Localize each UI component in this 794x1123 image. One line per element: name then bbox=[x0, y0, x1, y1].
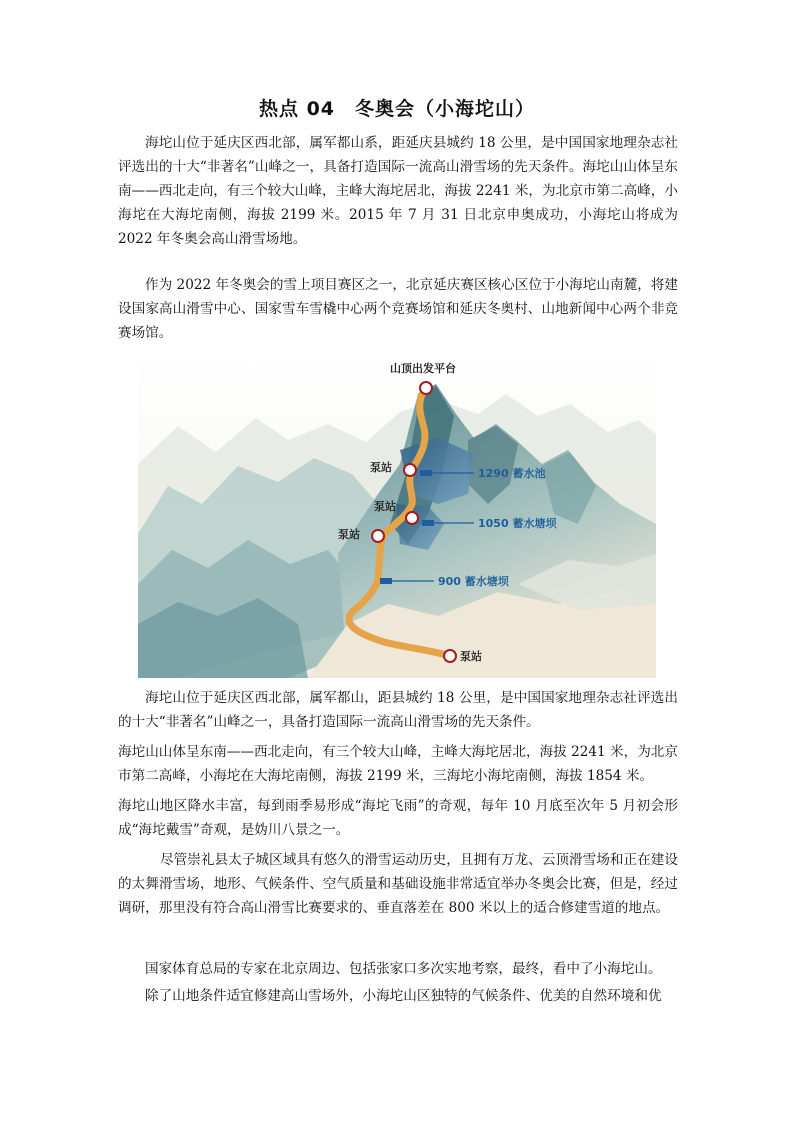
pump-label-4: 泵站 bbox=[460, 650, 482, 663]
paragraph-peaks: 海坨山山体呈东南——西北走向，有三个较大山峰，主峰大海坨居北，海拔 2241 米，为北京市第二高峰，小海坨在大海坨南侧，海拔 2199 米，三海坨小海坨南侧，海拔 1854 米。 bbox=[118, 744, 678, 784]
mountain-map bbox=[138, 354, 656, 678]
dam-1050-marker bbox=[422, 520, 434, 526]
pump-label-2: 泵站 bbox=[374, 500, 396, 513]
pump-marker-4 bbox=[444, 650, 456, 662]
pump-marker-2 bbox=[406, 512, 418, 524]
dam-900-label: 900 蓄水塘坝 bbox=[438, 575, 509, 588]
paragraph-venues: 作为 2022 年冬奥会的雪上项目赛区之一，北京延庆赛区核心区位于小海坨山南麓，将建设国家高山滑雪中心、国家雪车雪橇中心两个竞赛场馆和延庆冬奥村、山地新闻中心两个非竞赛场馆。 bbox=[118, 277, 678, 341]
reservoir-1290-marker bbox=[420, 470, 432, 476]
paragraph-selection: 国家体育总局的专家在北京周边、包括张家口多次实地考察，最终，看中了小海坨山。 bbox=[145, 961, 662, 977]
pump-label-3: 泵站 bbox=[338, 528, 360, 541]
paragraph-intro: 海坨山位于延庆区西北部，属军都山系，距延庆县城约 18 公里，是中国国家地理杂志社评选出的十大“非著名”山峰之一，具备打造国际一流高山滑雪场的先天条件。海坨山山体呈东南——西北走向，有三个较大山峰，主峰大海坨居北，海拔 2241 米，为北京市第二高峰，小海坨在大海坨南侧，海拔 2199 米。2015 年 7 月 31 日北京申奥成功，小海坨山将成为 2022 年冬奥会高山滑雪场地。 bbox=[118, 135, 678, 247]
summit-marker bbox=[420, 382, 432, 394]
paragraph-climate: 海坨山地区降水丰富，每到雨季易形成“海坨飞雨”的奇观，每年 10 月底至次年 5 月初会形成“海坨戴雪”奇观，是妫川八景之一。 bbox=[118, 798, 678, 838]
pump-marker-1 bbox=[404, 464, 416, 476]
dam-1050-label: 1050 蓄水塘坝 bbox=[478, 517, 557, 530]
page-title: 热点 04 冬奥会（小海坨山） bbox=[258, 98, 536, 120]
summit-label: 山顶出发平台 bbox=[390, 362, 456, 375]
dam-900-marker bbox=[380, 578, 392, 584]
paragraph-location: 海坨山位于延庆区西北部，属军都山，距县城约 18 公里，是中国国家地理杂志社评选出的十大“非著名”山峰之一，具备打造国际一流高山滑雪场的先天条件。 bbox=[118, 690, 678, 730]
paragraph-chongli: 尽管崇礼县太子城区域具有悠久的滑雪运动历史，且拥有万龙、云顶滑雪场和正在建设的太舞滑雪场，地形、气候条件、空气质量和基础设施非常适宜举办冬奥会比赛，但是，经过调研，那里没有符合高山滑雪比赛要求的、垂直落差在 800 米以上的适合修建雪道的地点。 bbox=[118, 852, 678, 916]
pump-marker-3 bbox=[372, 530, 384, 542]
paragraph-advantages: 除了山地条件适宜修建高山雪场外，小海坨山区独特的气候条件、优美的自然环境和优 bbox=[145, 988, 662, 1004]
mountain-illustration bbox=[138, 354, 656, 678]
reservoir-1290-label: 1290 蓄水池 bbox=[478, 467, 546, 480]
pump-label-1: 泵站 bbox=[370, 461, 392, 474]
